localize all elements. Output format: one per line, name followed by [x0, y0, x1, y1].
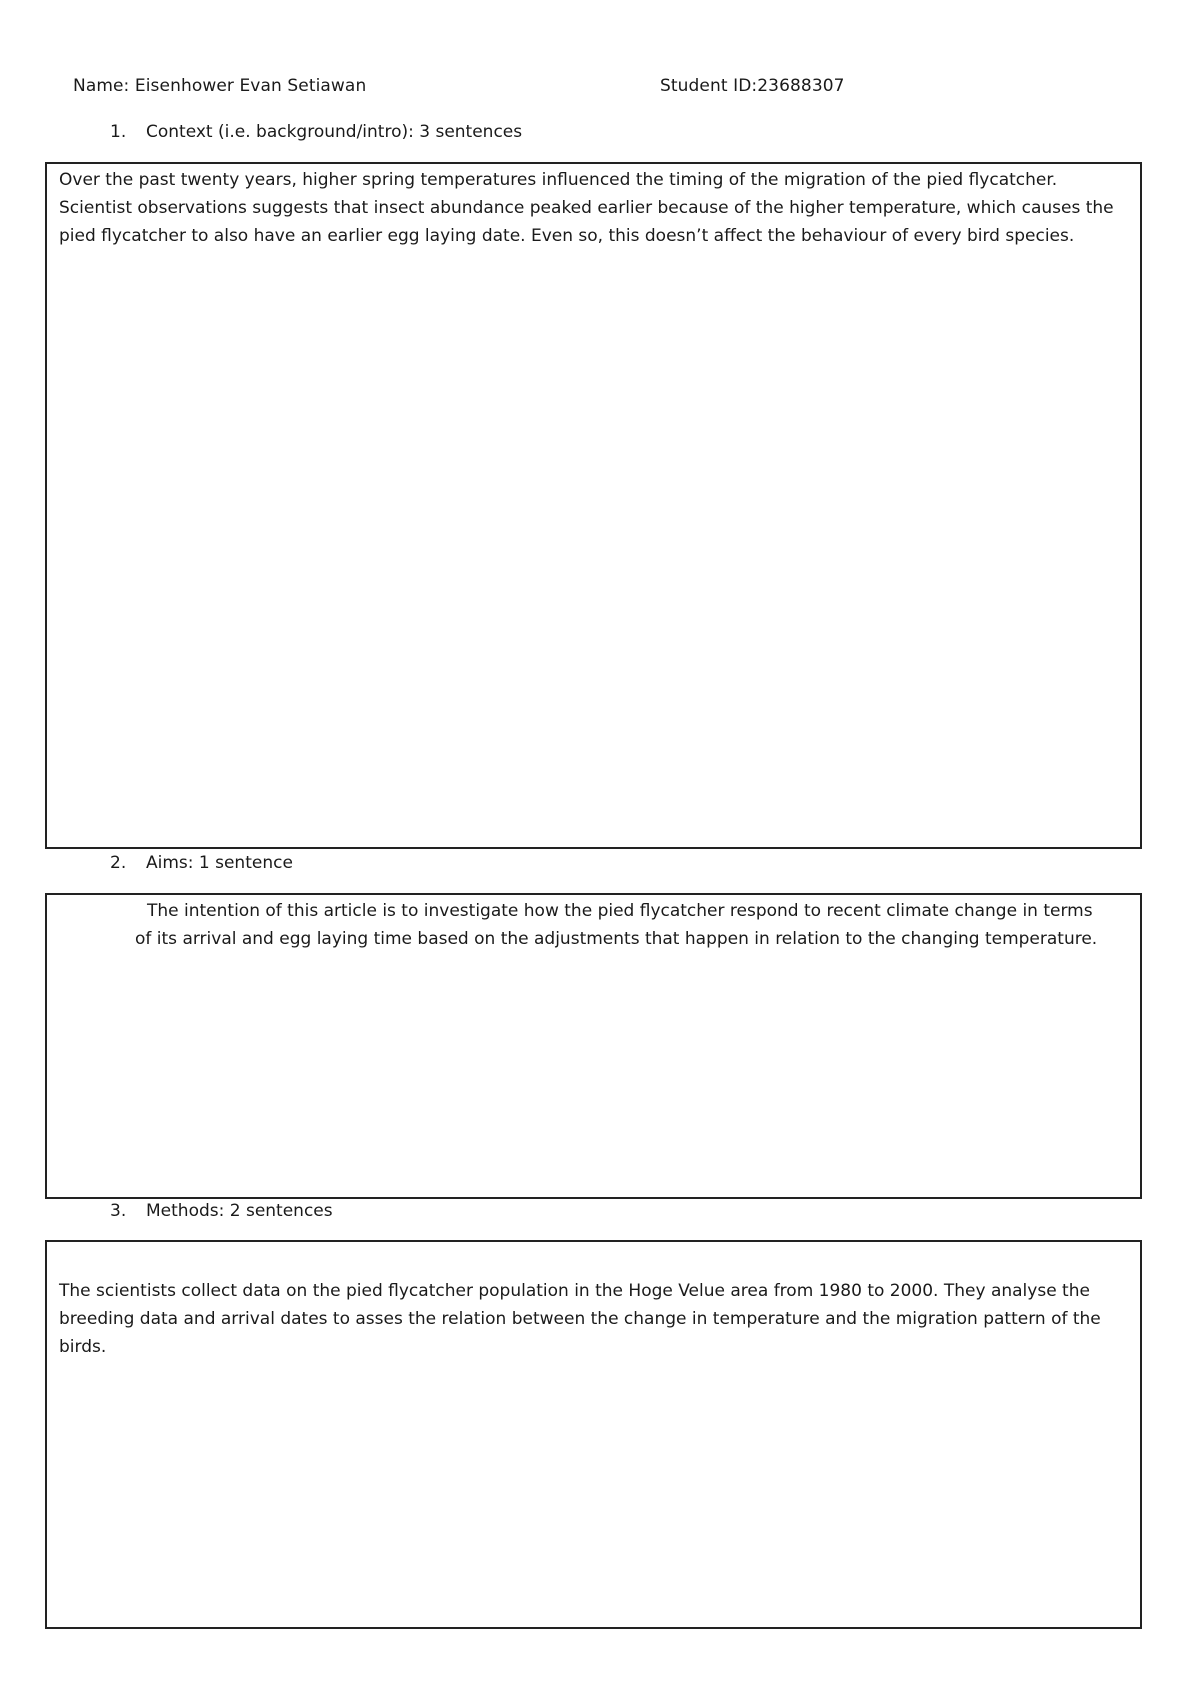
section-title: Methods: 2 sentences — [146, 1201, 333, 1221]
context-answer-text: Over the past twenty years, higher spring temperatures influenced the timing of the migration of the pied flycatcher. Scientist observations suggests that insect abundance peaked earlier because of the higher temperature, which causes the pied flycatcher to also have an earlier egg laying date. Even so, this doesn’t affect the behaviour of every bird species. — [59, 170, 1114, 246]
section-number: 1. — [110, 122, 127, 142]
section-title: Context (i.e. background/intro): 3 sentences — [146, 122, 523, 142]
section-number: 3. — [110, 1201, 127, 1221]
section-heading-methods — [110, 1201, 333, 1221]
section-title: Aims: 1 sentence — [146, 853, 293, 873]
section-number: 2. — [110, 853, 127, 873]
section-heading-aims — [110, 853, 293, 873]
context-answer-box[interactable] — [45, 162, 1142, 849]
student-id: Student ID:23688307 — [660, 76, 845, 96]
methods-answer-text: The scientists collect data on the pied flycatcher population in the Hoge Velue area from 1980 to 2000. They analyse the breeding data and arrival dates to asses the relation between the change in temperature and the migration pattern of the birds. — [59, 1281, 1101, 1357]
student-name: Name: Eisenhower Evan Setiawan — [73, 76, 367, 96]
aims-answer-text: The intention of this article is to investigate how the pied flycatcher respond to recent climate change in terms of its arrival and egg laying time based on the adjustments that happen in relation to the changing temperature. — [135, 901, 1098, 949]
methods-answer-box[interactable] — [45, 1240, 1142, 1629]
section-heading-context — [110, 122, 522, 142]
aims-answer-box[interactable] — [45, 893, 1142, 1199]
